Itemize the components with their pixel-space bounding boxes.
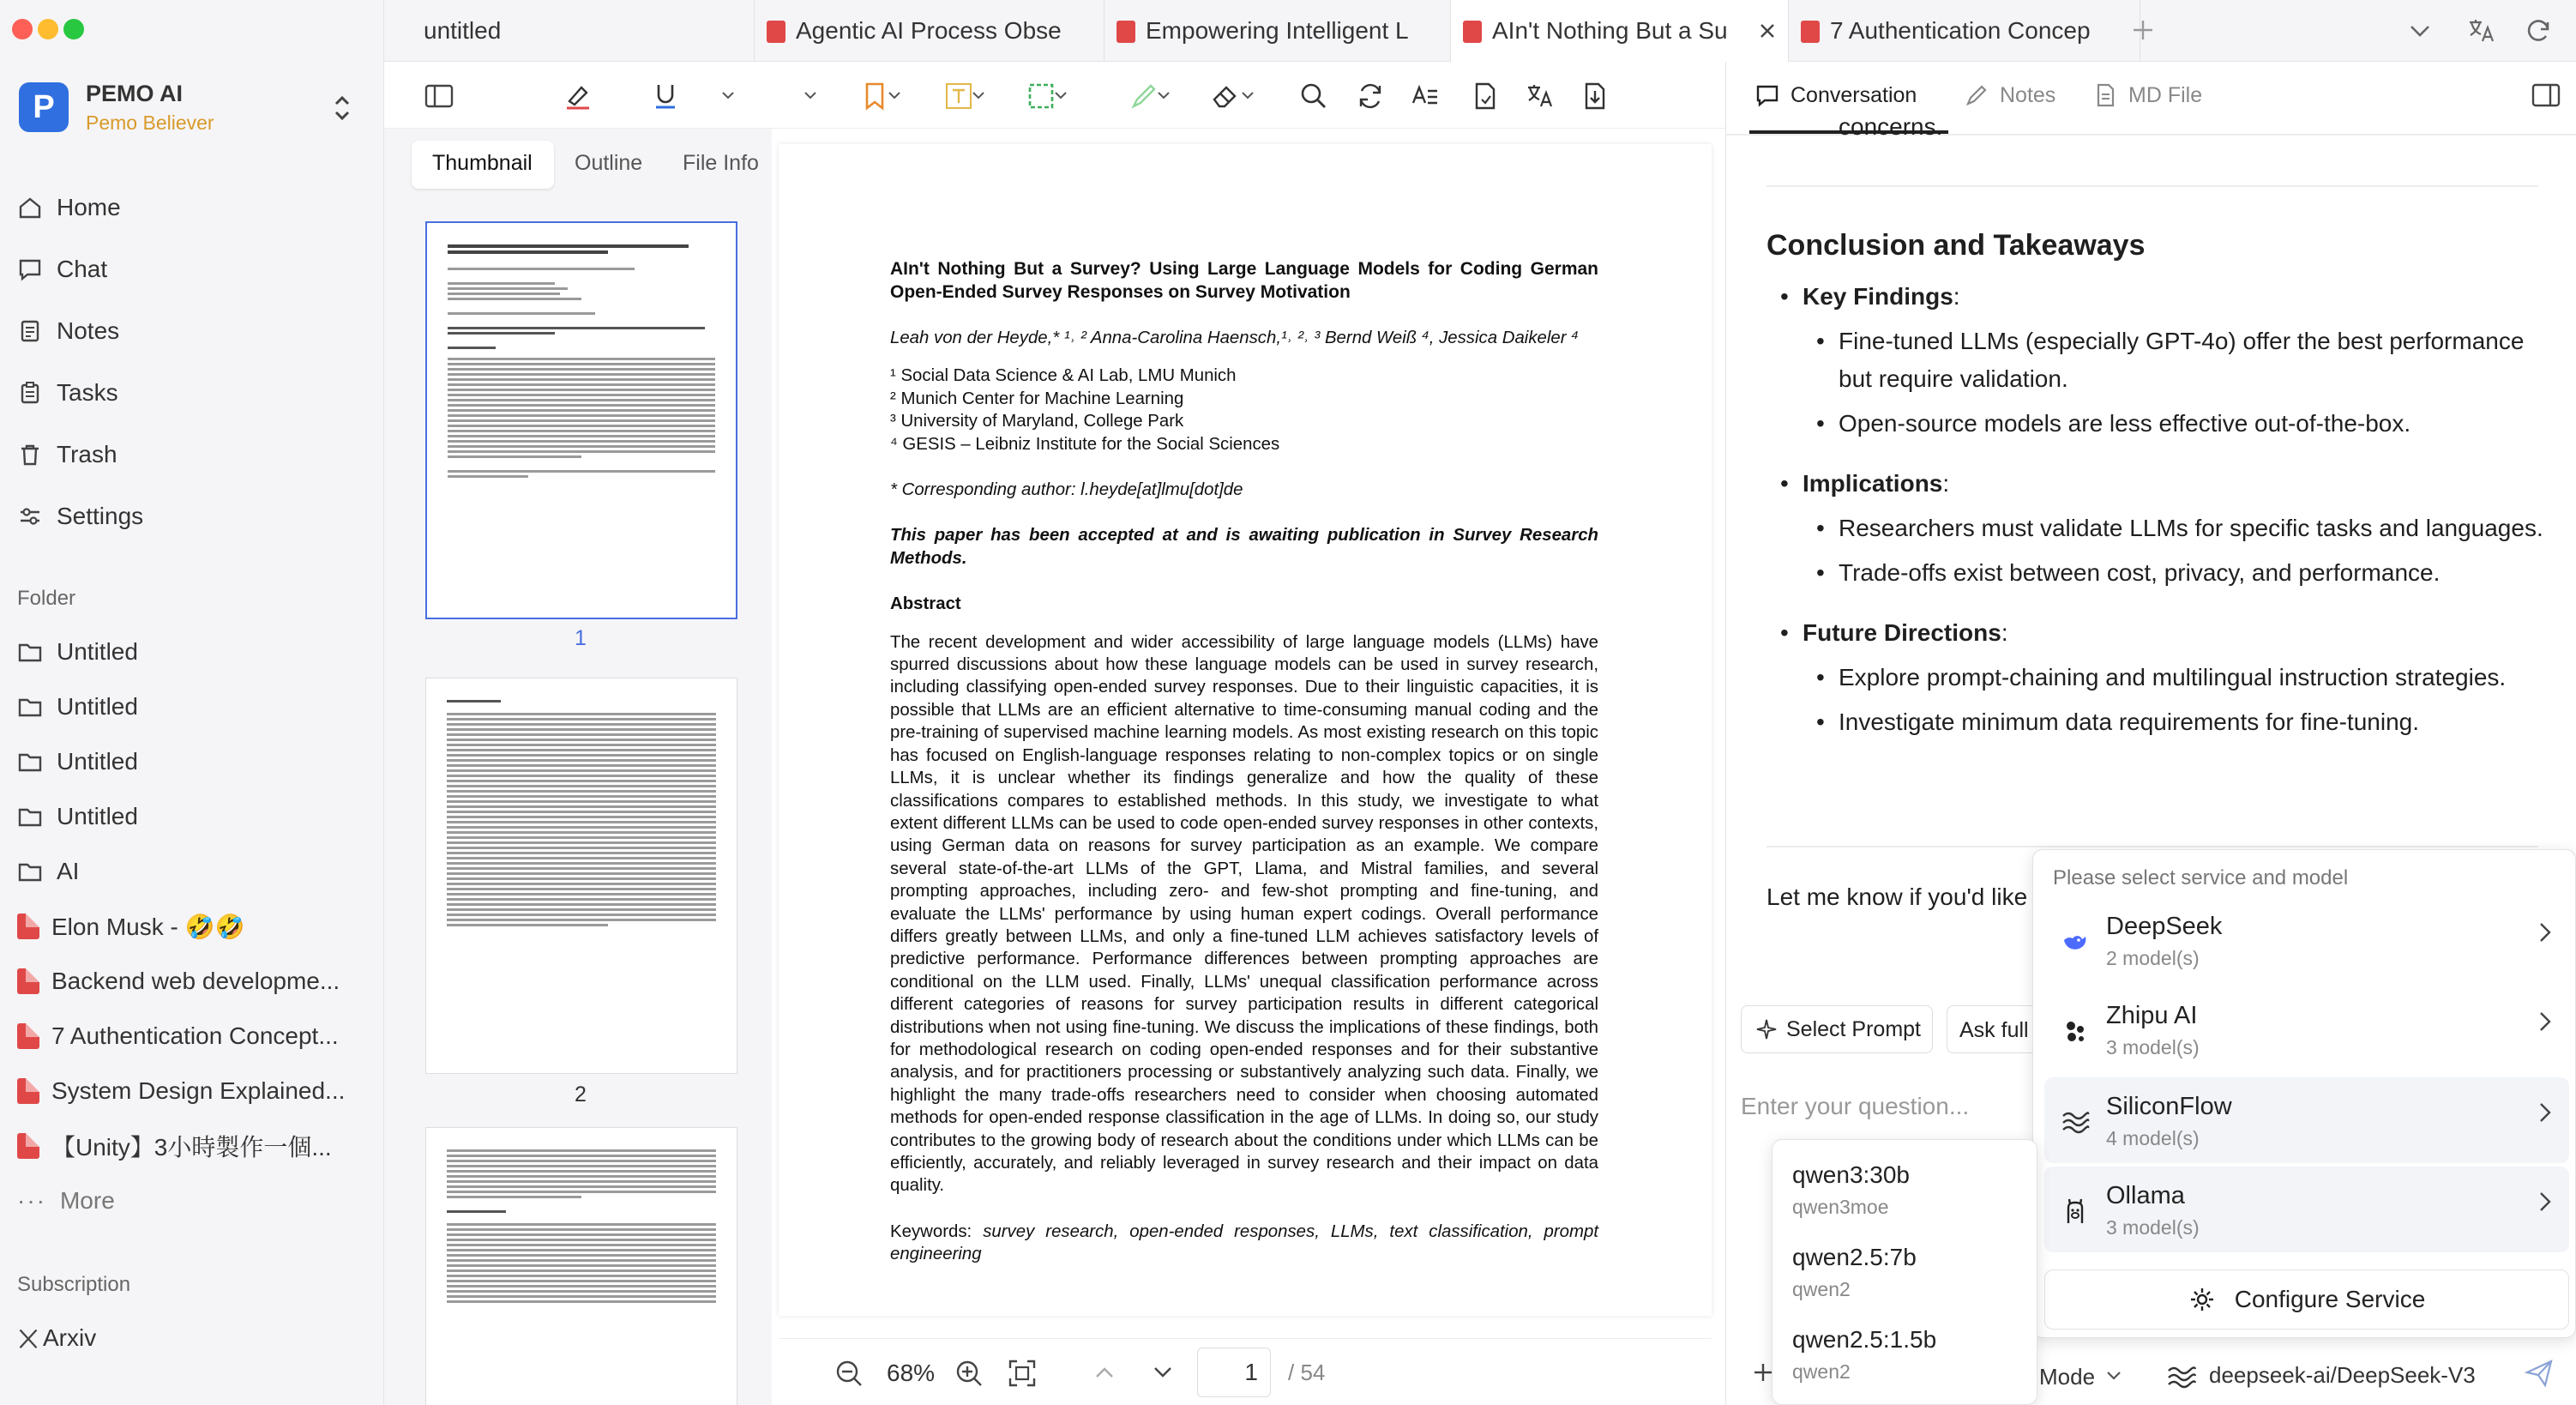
tab-md-file-label: MD File — [2128, 82, 2203, 107]
service-count: 4 model(s) — [2106, 1127, 2200, 1149]
service-name: DeepSeek — [2106, 913, 2223, 940]
doc-item[interactable] — [0, 901, 377, 952]
select-prompt-label: Select Prompt — [1786, 1016, 1922, 1041]
list-item: • Trade-offs exist between cost, privacy, and performance. — [1766, 554, 2555, 592]
folder-item-label: Untitled — [57, 748, 138, 775]
folder-icon — [17, 639, 43, 665]
tab-notes-label: Notes — [2000, 82, 2056, 107]
tab-file-info[interactable]: File Info — [683, 151, 759, 175]
service-popup-heading: Please select service and model — [2053, 866, 2349, 889]
page-thumbnail[interactable] — [425, 1127, 737, 1405]
nav-settings-label: Settings — [57, 503, 144, 529]
page-total: / 54 — [1288, 1360, 1326, 1385]
list-item: • Future Directions: — [1766, 614, 2555, 652]
divider — [1766, 185, 2538, 187]
close-window-icon[interactable] — [12, 19, 33, 39]
pdf-page — [779, 144, 1712, 1316]
toggle-panel-icon[interactable] — [2531, 82, 2561, 108]
chevron-right-icon — [2538, 1191, 2552, 1213]
affiliation: ⁴ GESIS – Leibniz Institute for the Social Sciences — [890, 434, 1280, 454]
previous-page-icon[interactable] — [1094, 1365, 1115, 1380]
folder-item-label: Untitled — [57, 638, 138, 665]
scroll-cut-text-wrap — [1766, 113, 2555, 161]
folder-item[interactable] — [0, 736, 377, 787]
whale-icon — [2061, 928, 2089, 956]
brand-subtitle: Pemo Believer — [86, 112, 214, 134]
paper-authors: Leah von der Heyde,* ¹˒ ² Anna-Carolina Haensch,¹˒ ²˒ ³ Bernd Weiß ⁴, Jessica Daikeler ⁴ — [890, 329, 1580, 347]
chevron-right-icon — [2538, 921, 2552, 944]
tab-label: Empowering Intelligent L — [1146, 17, 1409, 44]
refresh-icon[interactable] — [2523, 15, 2554, 46]
pdf-icon — [767, 21, 785, 43]
underline-icon[interactable] — [650, 81, 681, 112]
model-item-family: qwen2 — [1792, 1360, 1851, 1383]
list-item: • Key Findings: — [1766, 278, 2555, 316]
more-dots-icon: ··· — [17, 1187, 46, 1214]
tab-label: 7 Authentication Concep — [1830, 17, 2091, 44]
zhipu-logo-icon — [2061, 1017, 2089, 1045]
tab-document[interactable] — [1789, 0, 2140, 62]
list-item: • Researchers must validate LLMs for specific tasks and languages. — [1766, 510, 2555, 547]
nav-chat[interactable] — [0, 244, 377, 295]
nav-chat-label: Chat — [57, 256, 108, 282]
pen-icon[interactable] — [1129, 81, 1159, 112]
tab-label: Agentic AI Process Obse — [796, 17, 1062, 44]
pdf-icon — [1801, 21, 1820, 43]
tab-document[interactable] — [755, 0, 1104, 62]
folder-item[interactable] — [0, 681, 377, 733]
wave-icon — [2061, 1108, 2089, 1136]
doc-item-label: Backend web developme... — [51, 968, 340, 994]
keywords-text: survey research, open-ended responses, LLMs, text classification, prompt engineering — [890, 1221, 1599, 1264]
tab-document[interactable] — [1104, 0, 1451, 62]
doc-item[interactable] — [0, 1120, 377, 1172]
folder-icon — [17, 694, 43, 720]
brand-logo: P — [19, 82, 69, 132]
llama-icon — [2061, 1197, 2089, 1225]
service-name: SiliconFlow — [2106, 1093, 2232, 1120]
pdf-icon — [17, 968, 39, 994]
chevron-down-icon[interactable] — [2408, 21, 2432, 41]
arxiv-icon — [17, 1325, 39, 1351]
chevron-down-icon[interactable] — [2106, 1371, 2122, 1381]
sparkle-icon — [1755, 1018, 1778, 1040]
nav-trash-label: Trash — [57, 441, 117, 467]
select-prompt-button[interactable] — [1741, 1005, 1933, 1053]
folder-heading: Folder — [17, 587, 76, 610]
chat-icon — [1754, 82, 1780, 108]
account-switch-icon[interactable] — [329, 91, 355, 125]
chevron-down-icon[interactable] — [804, 91, 816, 99]
page-thumbnail[interactable] — [425, 678, 737, 1074]
translate-icon[interactable] — [2466, 15, 2497, 46]
tab-label: untitled — [424, 17, 502, 44]
tab-label: AIn't Nothing But a Su — [1492, 17, 1728, 44]
affiliation: ¹ Social Data Science & AI Lab, LMU Munich — [890, 366, 1237, 386]
page-input[interactable]: 1 — [1197, 1348, 1271, 1397]
zoom-level[interactable]: 68% — [887, 1360, 936, 1386]
list-item: • Explore prompt-chaining and multilingual instruction strategies. — [1766, 659, 2555, 696]
service-count: 2 model(s) — [2106, 947, 2200, 969]
more-button[interactable] — [0, 1175, 377, 1227]
download-icon[interactable] — [1580, 81, 1610, 112]
section-label: Future Directions — [1803, 619, 2001, 646]
tab-outline[interactable]: Outline — [575, 151, 643, 175]
service-item-deepseek[interactable] — [2044, 897, 2569, 983]
next-page-icon[interactable] — [1153, 1365, 1173, 1380]
pdf-icon — [17, 1133, 39, 1159]
service-count: 3 model(s) — [2106, 1216, 2200, 1239]
doc-item[interactable] — [0, 956, 377, 1007]
configure-service-button[interactable] — [2044, 1269, 2569, 1330]
tab-document-active[interactable] — [1451, 0, 1789, 62]
pdf-icon — [1116, 21, 1135, 43]
question-input[interactable]: Enter your question... — [1741, 1093, 1970, 1119]
section-label: Key Findings — [1803, 283, 1953, 310]
document-export-icon[interactable] — [1470, 81, 1501, 112]
subscription-item-label: Arxiv — [43, 1324, 97, 1351]
nav-home-label: Home — [57, 194, 121, 220]
model-item-family: qwen2 — [1792, 1278, 1851, 1300]
rotate-icon[interactable] — [1355, 81, 1386, 112]
folder-item[interactable] — [0, 791, 377, 842]
ask-full-button[interactable]: Ask full — [1947, 1005, 2058, 1053]
page-thumbnail[interactable] — [425, 221, 737, 619]
nav-home[interactable] — [0, 182, 377, 233]
bookmark-icon[interactable] — [859, 81, 890, 112]
home-icon — [17, 195, 43, 220]
settings-sliders-icon — [17, 504, 43, 529]
pencil-icon — [1964, 82, 1989, 108]
corresponding-author: * Corresponding author: l.heyde[at]lmu[dot]de — [890, 480, 1243, 500]
folder-icon — [17, 749, 43, 775]
nav-tasks[interactable] — [0, 367, 377, 419]
doc-item-label: 【Unity】3小時製作一個... — [51, 1134, 332, 1161]
pdf-bottom-bar — [779, 1338, 1712, 1405]
nav-tasks-label: Tasks — [57, 379, 118, 406]
folder-item-label: Untitled — [57, 693, 138, 720]
nav-notes[interactable] — [0, 305, 377, 357]
more-label: More — [59, 1187, 115, 1214]
chevron-down-icon[interactable] — [1242, 91, 1254, 99]
chevron-down-icon[interactable] — [972, 91, 984, 99]
mode-selector[interactable]: Mode — [2039, 1364, 2096, 1390]
chevron-down-icon[interactable] — [1158, 91, 1170, 99]
page-number: 2 — [575, 1082, 587, 1107]
file-icon — [2092, 82, 2118, 108]
followup-text: Let me know if you'd like — [1766, 883, 2028, 910]
tab-md-file[interactable] — [2092, 82, 2202, 108]
subscription-item-arxiv[interactable] — [0, 1312, 377, 1364]
section-label: Implications — [1803, 470, 1943, 497]
model-selector[interactable]: deepseek-ai/DeepSeek-V3 — [2209, 1362, 2476, 1388]
service-name: Zhipu AI — [2106, 1002, 2198, 1029]
fit-page-icon[interactable] — [1007, 1358, 1038, 1389]
notes-icon — [17, 318, 43, 344]
model-item-name[interactable]: qwen2.5:7b — [1792, 1244, 1917, 1270]
folder-icon — [17, 859, 43, 884]
model-item-name[interactable]: qwen2.5:1.5b — [1792, 1326, 1937, 1353]
folder-icon — [17, 804, 43, 829]
doc-item-label: System Design Explained... — [51, 1077, 346, 1104]
folder-item-label: AI — [57, 858, 80, 884]
toggle-sidebar-icon[interactable] — [424, 81, 454, 112]
assistant-message — [1766, 204, 2555, 748]
tab-conversation-label: Conversation — [1791, 82, 1917, 107]
doc-item[interactable] — [0, 1065, 377, 1117]
maximize-window-icon[interactable] — [63, 19, 84, 39]
nav-notes-label: Notes — [57, 317, 120, 344]
close-tab-icon[interactable] — [1757, 21, 1778, 41]
nav-settings[interactable] — [0, 491, 377, 542]
sidebar — [0, 0, 384, 1405]
trash-icon — [17, 442, 43, 467]
minimize-window-icon[interactable] — [38, 19, 58, 39]
page-number: 1 — [575, 626, 587, 650]
chevron-down-icon[interactable] — [722, 91, 734, 99]
list-item: • Fine-tuned LLMs (especially GPT-4o) offer the best performance but require validation. — [1766, 323, 2555, 398]
send-icon[interactable] — [2525, 1359, 2554, 1388]
model-item-family: qwen3moe — [1792, 1196, 1889, 1218]
tab-notes[interactable] — [1964, 82, 2055, 108]
abstract-heading: Abstract — [890, 594, 961, 614]
eraser-icon[interactable] — [1209, 81, 1240, 112]
tasks-icon — [17, 380, 43, 406]
list-item: • Investigate minimum data requirements for fine-tuning. — [1766, 703, 2555, 741]
folder-item[interactable] — [0, 846, 377, 897]
chat-icon — [17, 256, 43, 282]
subscription-heading: Subscription — [17, 1273, 131, 1296]
tab-untitled[interactable] — [384, 0, 755, 62]
model-wave-icon — [2166, 1362, 2197, 1390]
list-item: • Open-source models are less effective out-of-the-box. — [1766, 405, 2555, 443]
affiliation: ³ University of Maryland, College Park — [890, 412, 1184, 431]
pdf-icon — [17, 914, 39, 939]
keywords-label: Keywords: — [890, 1221, 972, 1241]
brand-name: PEMO AI — [86, 81, 184, 106]
pdf-icon — [17, 1078, 39, 1104]
nav-trash[interactable] — [0, 429, 377, 480]
gear-icon — [2188, 1286, 2216, 1313]
add-icon[interactable] — [1753, 1362, 1773, 1383]
service-item-ollama[interactable] — [2044, 1167, 2569, 1252]
tab-conversation[interactable] — [1754, 82, 1917, 108]
highlighter-icon[interactable] — [563, 81, 593, 112]
chevron-right-icon — [2538, 1010, 2552, 1033]
area-select-icon[interactable] — [1026, 81, 1056, 112]
zoom-out-icon[interactable] — [834, 1358, 864, 1389]
chevron-down-icon[interactable] — [888, 91, 900, 99]
folder-item[interactable] — [0, 626, 377, 678]
message-heading: Conclusion and Takeaways — [1766, 229, 2146, 262]
service-count: 3 model(s) — [2106, 1036, 2200, 1058]
tab-thumbnail[interactable]: Thumbnail — [432, 151, 533, 175]
chevron-right-icon — [2538, 1101, 2552, 1124]
affiliation: ² Munich Center for Machine Learning — [890, 389, 1184, 408]
tab-bar — [384, 0, 2576, 62]
search-icon[interactable] — [1298, 81, 1329, 112]
divider — [1766, 846, 2538, 847]
pdf-toolbar — [384, 62, 1725, 129]
doc-item-label: Elon Musk - 🤣🤣 — [51, 913, 245, 940]
abstract-text: The recent development and wider accessibility of large language models (LLMs) have spurred discussions about how these language models can be used in survey research, including classifying open-ended survey responses. Due to their linguistic capacities, it is possible that LLMs are an efficient alternative to time-consuming manual coding and the pre-training of supervised machine learning models. As most existing research on this topic has focused on English-language responses relating to non-complex topics or on single LLMs, it is unclear whether its findings generalize and how the quality of these classifications compares to established methods. In this study, we investigate to what extent different LLMs can be used to code open-ended survey responses in other contexts, using German data on reasons for survey participation as an example. We compare several state-of-the-art LLMs of the GPT, Llama, and Mistral families, and several prompting approaches, including zero- and few-shot prompting and fine-tuning, and evaluate the LLMs' performance by using human expert codings. Overall performance differs greatly between LLMs, and only a fine-tuned LLM achieves satisfactory levels of predictive performance. Performance differences between prompting approaches are conditional on the LLM used. Finally, LLMs' unequal classification performance across different categories of reasons for survey participation results in different categorical distributions when not using fine-tuning. We discuss the implications of these findings, both for methodological research on coding open-ended responses and for their substantive analysis, and for practitioners processing or substantively analyzing such data. Finally, we highlight the many trade-offs researchers need to consider when choosing automated methods for open-ended response classification in the age of LLMs. In doing so, our study contributes to the growing body of research about the conditions under which LLMs can be efficiently, accurately, and reliably leveraged in survey research and their impact on data quality. — [890, 632, 1598, 1196]
service-item-siliconflow[interactable] — [2044, 1077, 2569, 1163]
acceptance-note: This paper has been accepted at and is awaiting publication in Survey Research Methods. — [890, 526, 1598, 568]
text-box-icon[interactable] — [943, 81, 974, 112]
translate-icon[interactable] — [1525, 81, 1556, 112]
model-item-name[interactable]: qwen3:30b — [1792, 1161, 1911, 1188]
scroll-cut-text: concerns. — [1839, 113, 1943, 140]
doc-item-label: 7 Authentication Concept... — [51, 1022, 339, 1049]
list-item: • Implications: — [1766, 465, 2555, 503]
text-format-icon[interactable] — [1410, 81, 1441, 112]
doc-item[interactable] — [0, 1010, 377, 1062]
new-tab-icon[interactable] — [2130, 17, 2156, 43]
service-name: Ollama — [2106, 1182, 2185, 1209]
pdf-icon — [1463, 21, 1482, 43]
zoom-in-icon[interactable] — [954, 1358, 984, 1389]
folder-item-label: Untitled — [57, 803, 138, 829]
pdf-icon — [17, 1023, 39, 1049]
configure-service-label: Configure Service — [2234, 1286, 2426, 1312]
paper-title: AIn't Nothing But a Survey? Using Large Language Models for Coding German Open-Ended Survey Responses on Survey Motivation — [890, 259, 1598, 302]
chevron-down-icon[interactable] — [1055, 91, 1067, 99]
service-item-zhipu[interactable] — [2044, 986, 2569, 1072]
